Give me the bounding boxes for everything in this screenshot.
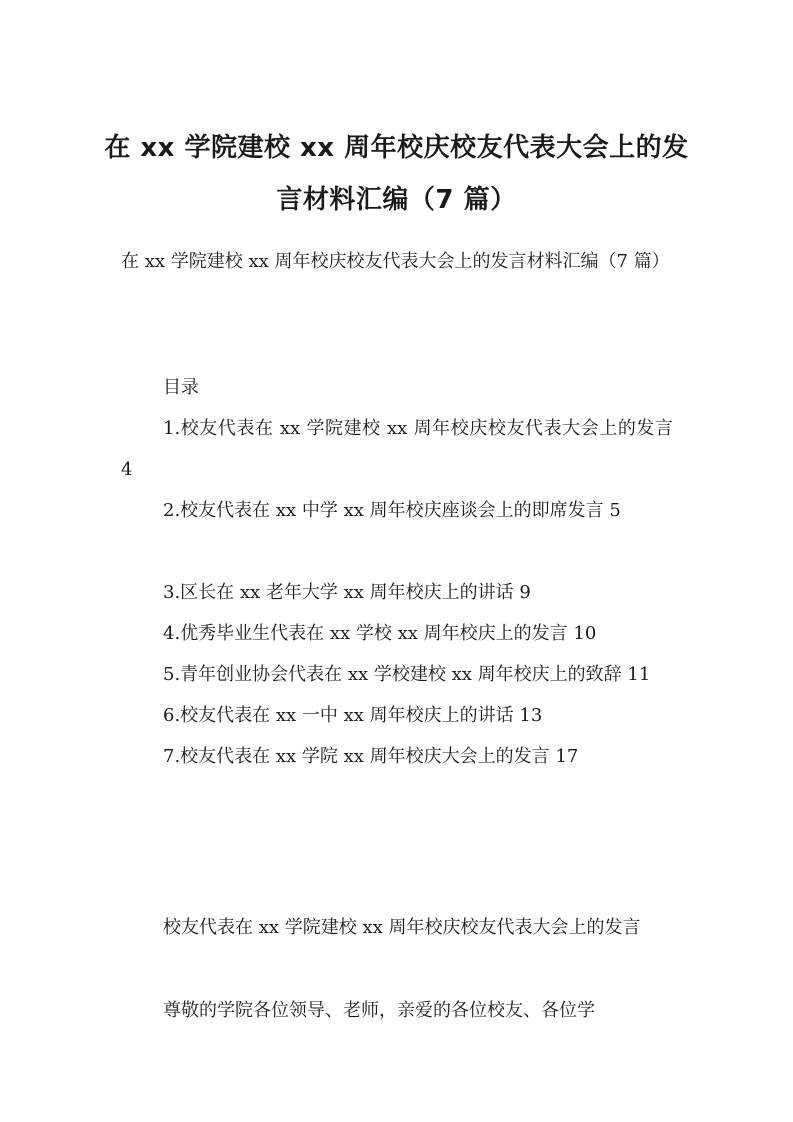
toc-item: 6.校友代表在 xx 一中 xx 周年校庆上的讲话 13 <box>163 705 543 726</box>
toc-item: 1.校友代表在 xx 学院建校 xx 周年校庆校友代表大会上的发言 4 <box>121 418 673 480</box>
table-of-contents <box>121 408 673 777</box>
toc-item: 3.区长在 xx 老年大学 xx 周年校庆上的讲话 9 <box>163 582 531 603</box>
toc-heading: 目录 <box>163 377 199 398</box>
body-paragraph: 尊敬的学院各位领导、老师，亲爱的各位校友、各位学 <box>163 1000 595 1021</box>
toc-item: 5.青年创业协会代表在 xx 学校建校 xx 周年校庆上的致辞 11 <box>163 664 651 685</box>
toc-item: 7.校友代表在 xx 学院 xx 周年校庆大会上的发言 17 <box>163 746 579 767</box>
section-title: 校友代表在 xx 学院建校 xx 周年校庆校友代表大会上的发言 <box>163 917 641 938</box>
toc-item: 4.优秀毕业生代表在 xx 学校 xx 周年校庆上的发言 10 <box>163 623 597 644</box>
toc-item: 2.校友代表在 xx 中学 xx 周年校庆座谈会上的即席发言 5 <box>163 500 621 521</box>
document-subtitle: 在 xx 学院建校 xx 周年校庆校友代表大会上的发言材料汇编（7 篇） <box>121 251 670 272</box>
document-title: 在 xx 学院建校 xx 周年校庆校友代表大会上的发言材料汇编（7 篇） <box>104 133 689 215</box>
